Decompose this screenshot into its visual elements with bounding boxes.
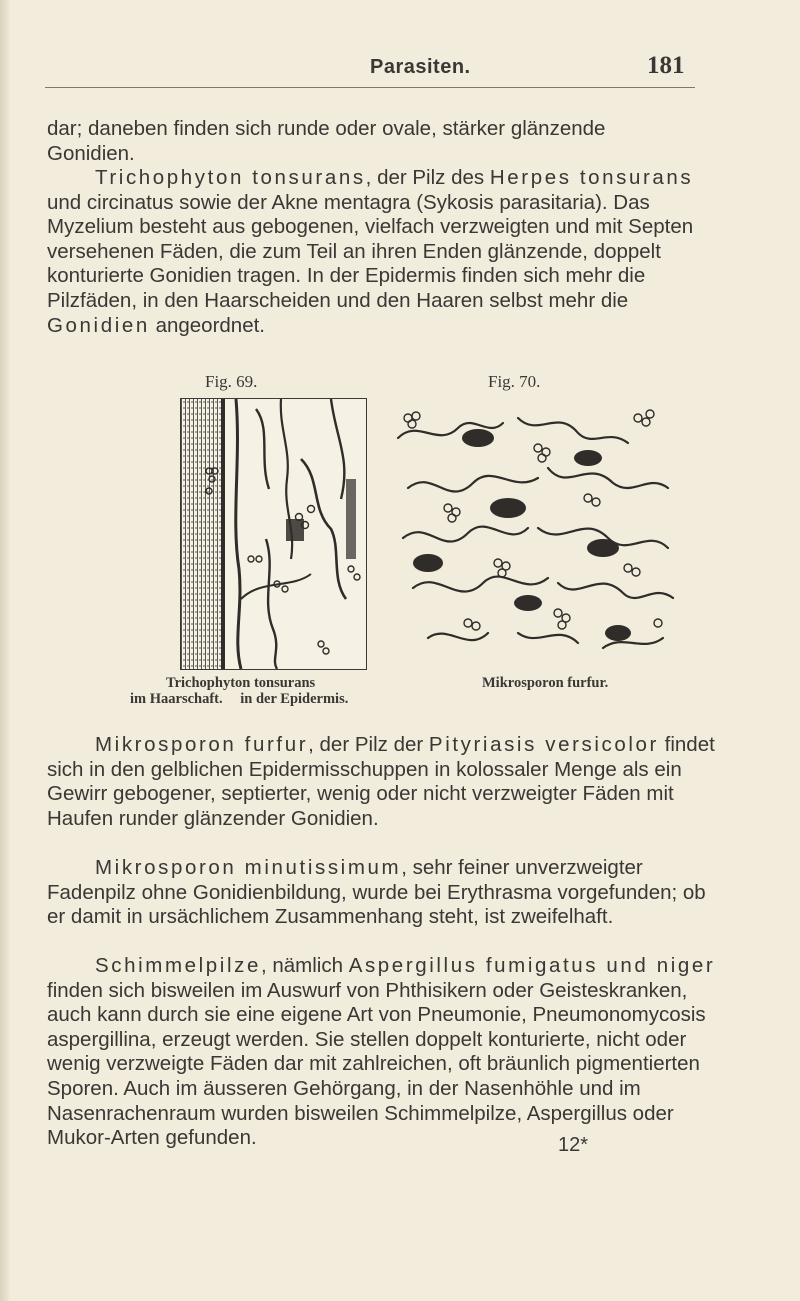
term-mikrosporon-furfur: Mikrosporon furfur	[95, 733, 309, 756]
term-schimmelpilze: Schimmelpilze	[95, 954, 261, 977]
paragraph-5-text-2: finden sich bisweilen im Auswurf von Phthisikern oder Geisteskranken, auch kann durch sie eine eigene Art von Pneumonie, Pneumonomycosis aspergillina, erzeugt werden. Sie stellen doppelt konturierte, nicht oder wenig verzweigte Fäden dar mit zahlreichen, oft bräunlich pigmentierten Sporen. Auch im äusseren Gehörgang, in der Nasenhöhle und im Nasenrachenraum wurden bisweilen Schimmelpilze, Aspergillus oder Mukor-Arten gefunden.	[47, 978, 706, 1150]
running-title: Parasiten.	[370, 56, 471, 78]
paragraph-3-text-1: , der Pilz der	[308, 733, 429, 756]
term-mikrosporon-minutissimum: Mikrosporon minutissimum	[95, 856, 402, 879]
paragraph-mikrosporon-furfur	[47, 733, 727, 831]
paragraph-mikrosporon-minutissimum-text	[47, 856, 727, 930]
paragraph-trichophyton	[47, 166, 727, 338]
fig-70-label: Fig. 70.	[488, 372, 541, 391]
paragraph-mikrosporon-furfur-text	[47, 733, 727, 831]
paragraph-1-line-2: Gonidien.	[47, 141, 135, 165]
fig-69-caption-line-2a: im Haarschaft.	[130, 691, 223, 707]
paragraph-1-line-1: dar; daneben finden sich runde oder ovale, stärker glänzende	[47, 117, 606, 140]
page-header	[30, 52, 770, 88]
paragraph-2-text-2: und circinatus sowie der Akne mentagra (Sykosis parasitaria). Das Myzelium besteht aus gebogenen, vielfach verzweigten und mit Septen versehenen Fäden, die zum Teil an ihren Enden glänzende, doppelt konturierte Gonidien tragen. In der Epidermis finden sich mehr die Pilzfäden, in den Haarscheiden und den Haaren selbst mehr die	[47, 190, 694, 312]
fig-69-label: Fig. 69.	[205, 372, 258, 391]
fig-70-caption: Mikrosporon furfur.	[482, 675, 609, 691]
fig-69-caption-line-2b: in der Epidermis.	[240, 691, 349, 707]
binding-shadow	[0, 0, 10, 1301]
paragraph-schimmelpilze	[47, 954, 727, 1151]
term-gonidien: Gonidien	[47, 313, 150, 337]
paragraph-2-text-1: , der Pilz des	[365, 166, 490, 189]
trichophyton-drawing	[181, 399, 366, 669]
header-rule	[45, 87, 695, 88]
fig-69-caption-line-1: Trichophyton tonsurans	[166, 675, 316, 691]
paragraph-schimmelpilze-text	[47, 954, 727, 1151]
fig-69-caption-line-2	[130, 691, 348, 707]
paragraph-4-text-1: , sehr feiner unverzweigter Fadenpilz ohne Gonidienbildung, wurde bei Erythrasma vorgefunden; ob er damit in ursächlichem Zusammenhang steht, ist zweifelhaft.	[47, 856, 706, 929]
paragraph-3-text-2: findet sich in den gelblichen Epidermisschuppen in kolossaler Menge als ein Gewirr gebogener, septierter, wenig oder nicht verzweigter Fäden mit Haufen runder glänzender Gonidien.	[47, 733, 715, 830]
paragraph-continued	[47, 117, 727, 166]
figure-69-illustration	[180, 398, 367, 670]
term-pityriasis-versicolor: Pityriasis versicolor	[428, 733, 659, 756]
paragraph-2-text-3: angeordnet.	[149, 313, 265, 337]
signature-mark: 12*	[558, 1134, 589, 1156]
term-aspergillus: Aspergillus fumigatus und niger	[348, 954, 716, 977]
figure-70-illustration	[388, 398, 678, 668]
paragraph-5-text-1: , nämlich	[260, 954, 349, 977]
paragraph-mikrosporon-minutissimum	[47, 856, 727, 930]
fig-69-caption	[130, 675, 348, 707]
mikrosporon-drawing	[388, 398, 678, 668]
term-trichophyton-tonsurans: Trichophyton tonsurans	[95, 166, 366, 189]
paragraph-trichophyton-text	[47, 166, 727, 338]
page-number: 181	[647, 52, 685, 79]
term-herpes-tonsurans: Herpes tonsurans	[489, 166, 694, 189]
